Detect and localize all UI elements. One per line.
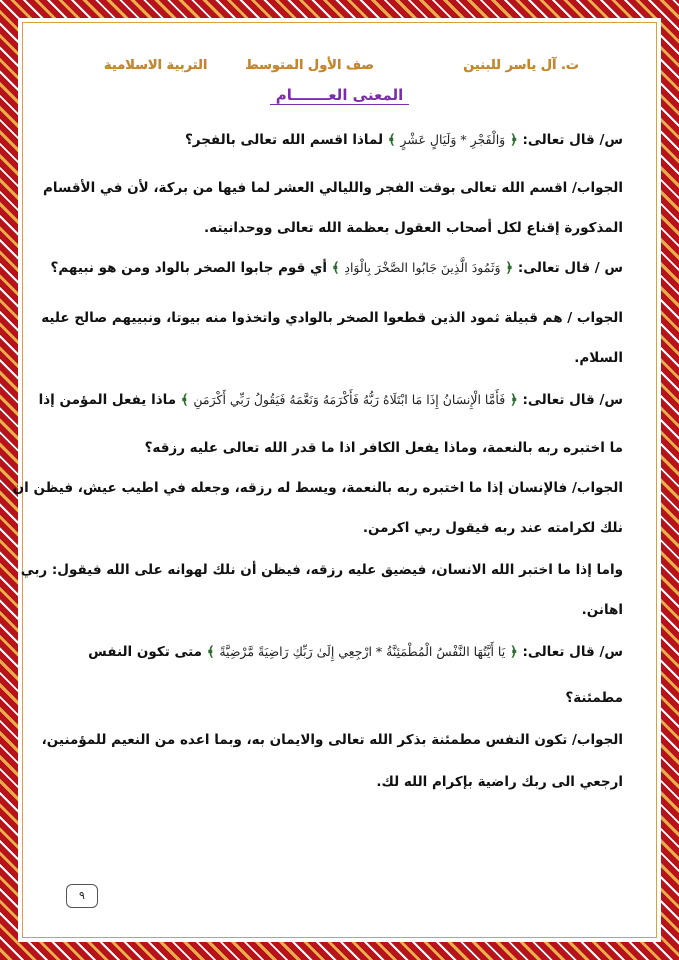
bracket-open: ﴿: [509, 644, 518, 660]
page-number: ٩: [66, 884, 98, 908]
question-2: [50, 258, 623, 278]
question-3-verse: فَأَمَّا الْإِنسَانُ إِذَا مَا ابْتَلَاهُ رَبُّهُ فَأَكْرَمَهُ وَنَعَّمَهُ فَيَقُولُ رَبِّي أَكْرَمَنِ: [193, 392, 506, 407]
question-1: [60, 130, 623, 150]
question-3-prefix: س/ قال تعالى:: [522, 392, 623, 408]
answer-3-line-1: الجواب/ فالإنسان إذا ما اختبره ربه بالنعمة، ويسط له رزقه، وجعله في اطيب عيش، فيظن ان: [12, 480, 623, 496]
answer-3-line-2: نلك لكرامته عند ربه فيقول ربي اكرمن.: [362, 520, 623, 536]
answer-3-line-3: واما إذا ما اختبر الله الانسان، فيضيق عليه رزقه، فيظن أن نلك لهوانه على الله فيقول: ربي: [20, 562, 623, 578]
subtitle-text: المعنى العـــــــام: [270, 86, 410, 105]
question-2-verse: وَثَمُودَ الَّذِينَ جَابُوا الصَّخْرَ بِالْوَادِ: [344, 260, 501, 275]
bracket-open: ﴿: [505, 260, 514, 276]
bracket-close: ﴾: [331, 260, 340, 276]
question-1-verse: وَالْفَجْرِ * وَلَيَالٍ عَشْرٍ: [400, 132, 506, 147]
answer-1-line-1: الجواب/ اقسم الله تعالى بوقت الفجر والليالي العشر لما فيها من بركة، لأن في الأقسام: [43, 180, 623, 196]
answer-3-line-4: اهانن.: [581, 602, 623, 618]
question-4-line-2: مطمئنة؟: [565, 690, 623, 706]
page-header: [40, 58, 639, 82]
bracket-close: ﴾: [206, 644, 215, 660]
question-4-text: متى تكون النفس: [88, 644, 203, 660]
question-3: [38, 390, 623, 410]
bracket-close: ﴾: [180, 392, 189, 408]
header-subject: التربية الاسلامية: [104, 58, 208, 73]
header-teacher: ت. آل ياسر للبنين: [463, 58, 579, 73]
answer-4-line-1: الجواب/ تكون النفس مطمئنة بذكر الله تعالى والايمان به، وبما اعده من النعيم للمؤمنين،: [41, 732, 623, 748]
question-4-prefix: س/ قال تعالى:: [522, 644, 623, 660]
question-2-text: أي قوم جابوا الصخر بالواد ومن هو نبيهم؟: [50, 260, 328, 276]
question-4: [60, 642, 623, 662]
bracket-open: ﴿: [509, 132, 518, 148]
bracket-open: ﴿: [509, 392, 518, 408]
question-3-line-2: ما اختبره ربه بالنعمة، وماذا يفعل الكافر اذا ما قدر الله تعالى عليه رزقه؟: [144, 440, 623, 456]
question-4-verse: يَا أَيَّتُهَا النَّفْسُ الْمُطْمَئِنَّةُ * ارْجِعِي إِلَىٰ رَبِّكِ رَاضِيَةً مَّرْضِيَّةً: [219, 644, 506, 659]
answer-2-line-2: السلام.: [574, 350, 623, 366]
question-1-text: لماذا اقسم الله تعالى بالفجر؟: [184, 132, 384, 148]
answer-2-line-1: الجواب / هم قبيلة ثمود الذين قطعوا الصخر بالوادي واتخذوا منه بيوتا، ونبييهم صالح عليه: [41, 310, 623, 326]
bracket-close: ﴾: [387, 132, 396, 148]
answer-4-line-2: ارجعي الى ربك راضية بإكرام الله لك.: [376, 774, 623, 790]
page-subtitle: [0, 86, 679, 104]
answer-1-line-2: المذكورة إقناع لكل أصحاب العقول بعظمة الله تعالى ووحدانيته.: [204, 220, 623, 236]
question-2-prefix: س / قال تعالى:: [517, 260, 623, 276]
question-3-text: ماذا يفعل المؤمن إذا: [38, 392, 177, 408]
question-1-prefix: س/ قال تعالى:: [522, 132, 623, 148]
header-grade: صف الأول المتوسط: [245, 58, 374, 73]
